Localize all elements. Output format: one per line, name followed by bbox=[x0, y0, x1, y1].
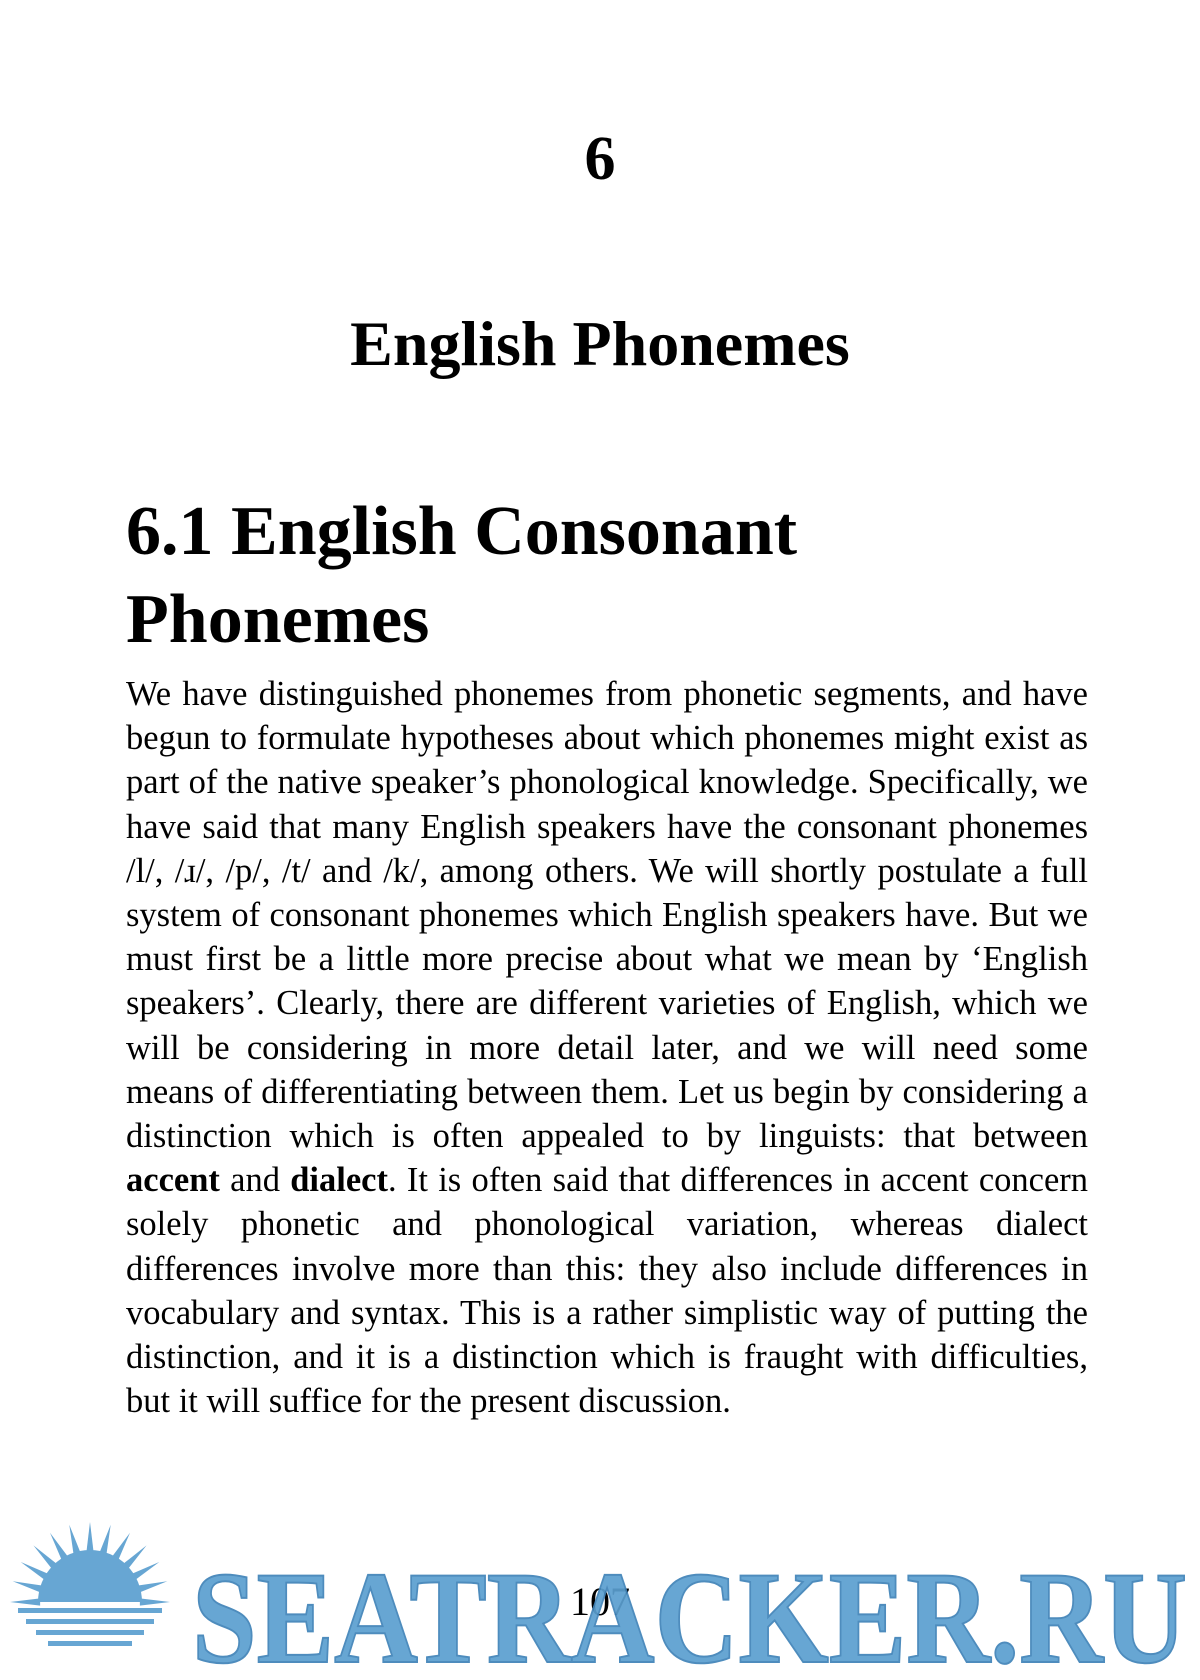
sun-ray bbox=[86, 1522, 93, 1552]
term-accent: accent bbox=[126, 1161, 220, 1200]
section-heading: 6.1 English Consonant Phonemes bbox=[126, 493, 798, 658]
sun-ray bbox=[13, 1581, 43, 1592]
sun-ray bbox=[140, 1598, 170, 1605]
sun-icon bbox=[10, 1522, 170, 1654]
paragraph-text-2: and bbox=[219, 1161, 291, 1200]
chapter-title: English Phonemes bbox=[350, 308, 850, 379]
sun-ray bbox=[99, 1525, 110, 1555]
sun-ray bbox=[10, 1598, 40, 1605]
paragraph-text-3: . It is often said that differences in accent concern solely phonetic and phonological variation, whereas dialect differences involve more than this: they also include differences in vocabulary and syntax. This is a rather simplistic way of putting the distinction, and it is a distinction which is fraught with difficulties, but it will suffice for the present discussion. bbox=[126, 1161, 1088, 1421]
term-dialect: dialect bbox=[290, 1161, 388, 1200]
sun-ray bbox=[69, 1525, 80, 1555]
watermark-text: SEATRACKER.RU bbox=[192, 1544, 1187, 1680]
watermark bbox=[0, 1520, 1200, 1680]
body-paragraph bbox=[126, 672, 1088, 1423]
chapter-number: 6 bbox=[584, 125, 616, 193]
page-number: 107 bbox=[570, 1579, 630, 1624]
paragraph-text-1: We have distinguished phonemes from phonetic segments, and have begun to formulate hypotheses about which phonemes might exist as part of the native speaker’s phonological knowledge. Specifically, we have said that many English speakers have the consonant phonemes /l/, /ɹ/, /p/, /t/ and /k/, among others. We will shortly postulate a full system of consonant phonemes which English speakers have. But we must first be a little more precise about what we mean by ‘English speakers’. Clearly, there are different varieties of English, which we will be considering in more detail later, and we will need some means of differentiating between them. Let us begin by considering a distinction which is often appealed to by linguists: that between bbox=[126, 675, 1088, 1156]
sun-ray bbox=[137, 1581, 167, 1592]
